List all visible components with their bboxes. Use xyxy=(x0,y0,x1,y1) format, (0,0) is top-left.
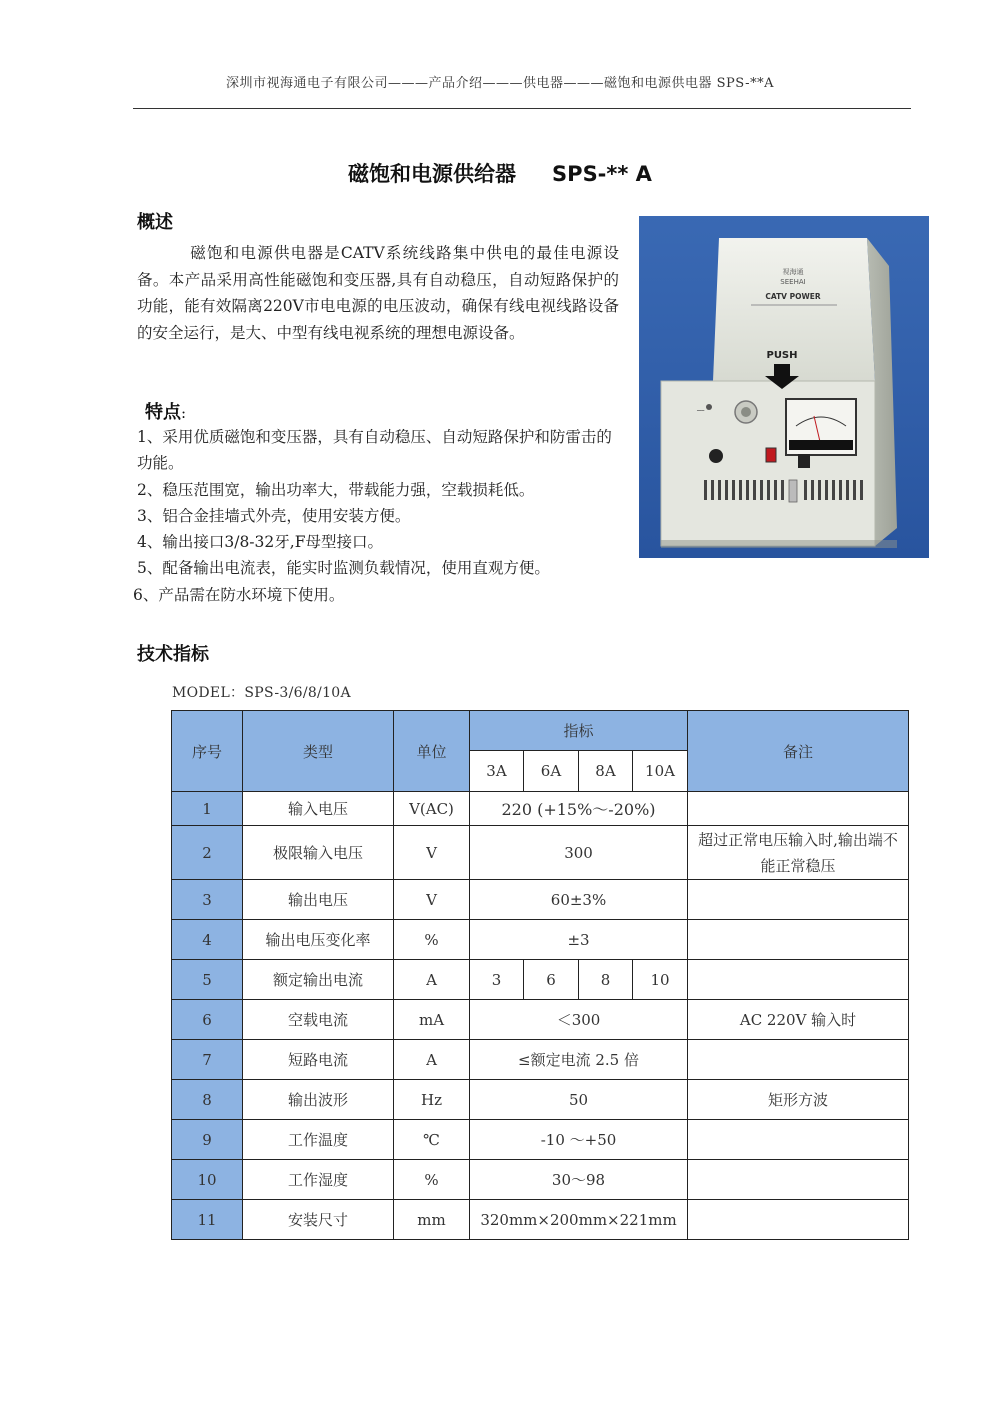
row-remark xyxy=(688,1040,909,1080)
row-unit: mA xyxy=(394,1000,470,1040)
feature-item: 6、产品需在防水环境下使用。 xyxy=(133,585,345,604)
row-unit: Hz xyxy=(394,1080,470,1120)
model-line: MODEL：SPS-3/6/8/10A xyxy=(172,685,351,701)
features-list xyxy=(133,424,622,608)
row-unit: mm xyxy=(394,1200,470,1240)
row-value-6a: 6 xyxy=(524,960,579,1000)
header-model-3a: 3A xyxy=(470,751,524,792)
row-no: 8 xyxy=(172,1080,243,1120)
page-header: 深圳市视海通电子有限公司———产品介绍———供电器———磁饱和电源供电器 SPS-**A xyxy=(226,76,774,91)
header-unit: 单位 xyxy=(394,711,470,792)
row-value: 30～98 xyxy=(470,1160,688,1200)
header-index: 指标 xyxy=(470,711,688,751)
header-no: 序号 xyxy=(172,711,243,792)
row-value: ±3 xyxy=(470,920,688,960)
row-type: 工作温度 xyxy=(243,1120,394,1160)
feature-item: 1、采用优质磁饱和变压器，具有自动稳压、自动短路保护和防雷击的功能。 xyxy=(137,428,612,473)
header-divider xyxy=(133,108,911,109)
row-value: ＜300 xyxy=(470,1000,688,1040)
row-type: 输入电压 xyxy=(243,792,394,826)
product-photo xyxy=(639,216,929,558)
feature-item: 5、配备输出电流表，能实时监测负载情况，使用直观方便。 xyxy=(137,559,550,578)
table-row xyxy=(172,960,909,1000)
row-no: 4 xyxy=(172,920,243,960)
row-value: 320mm×200mm×221mm xyxy=(470,1200,688,1240)
header-model-6a: 6A xyxy=(524,751,579,792)
row-no: 9 xyxy=(172,1120,243,1160)
row-type: 输出电压 xyxy=(243,880,394,920)
row-remark xyxy=(688,960,909,1000)
svg-text:━━━: ━━━ xyxy=(697,408,705,413)
table-row xyxy=(172,920,909,960)
feature-item: 2、稳压范围宽，输出功率大，带载能力强，空载损耗低。 xyxy=(137,480,535,499)
spec-heading: 技术指标 xyxy=(137,644,209,665)
header-remarks: 备注 xyxy=(688,711,909,792)
header-type: 类型 xyxy=(243,711,394,792)
row-remark xyxy=(688,880,909,920)
vent-slots xyxy=(704,480,863,500)
table-row xyxy=(172,880,909,920)
features-heading: 特点: xyxy=(145,402,187,423)
row-no: 3 xyxy=(172,880,243,920)
row-unit: V xyxy=(394,880,470,920)
row-unit: % xyxy=(394,920,470,960)
row-no: 11 xyxy=(172,1200,243,1240)
brand-cn: 视海通 xyxy=(782,268,804,276)
fuse-holder xyxy=(709,449,723,463)
row-value: 300 xyxy=(470,826,688,880)
table-row xyxy=(172,1200,909,1240)
row-type: 输出电压变化率 xyxy=(243,920,394,960)
row-value-8a: 8 xyxy=(579,960,633,1000)
row-remark xyxy=(688,1120,909,1160)
overview-paragraph xyxy=(137,240,619,346)
row-unit: % xyxy=(394,1160,470,1200)
row-no: 10 xyxy=(172,1160,243,1200)
power-switch xyxy=(766,448,776,462)
row-value: 220 (+15%～-20%) xyxy=(470,792,688,826)
row-remark xyxy=(688,920,909,960)
header-model-10a: 10A xyxy=(633,751,688,792)
table-row xyxy=(172,792,909,826)
feature-item: 3、铝合金挂墙式外壳，使用安装方便。 xyxy=(137,506,411,525)
product-model: SPS-** A xyxy=(552,162,652,186)
brand-en: SEEHAI xyxy=(780,278,806,286)
overview-text: 磁饱和电源供电器是CATV系统线路集中供电的最佳电源设备。本产品采用高性能磁饱和变压器,具有自动稳压，自动短路保护的功能，能有效隔离220V市电电源的电压波动，确保有线电视线路设备的安全运行，是大、中型有线电视系统的理想电源设备。 xyxy=(137,244,619,342)
row-no: 6 xyxy=(172,1000,243,1040)
push-label: PUSH xyxy=(766,350,798,361)
row-value-3a: 3 xyxy=(470,960,524,1000)
row-unit: A xyxy=(394,1040,470,1080)
row-type: 输出波形 xyxy=(243,1080,394,1120)
document-title xyxy=(0,158,1000,188)
row-remark xyxy=(688,792,909,826)
row-no: 7 xyxy=(172,1040,243,1080)
row-value-10a: 10 xyxy=(633,960,688,1000)
row-no: 1 xyxy=(172,792,243,826)
row-value: 60±3% xyxy=(470,880,688,920)
table-row xyxy=(172,1000,909,1040)
header-model-8a: 8A xyxy=(579,751,633,792)
row-unit: V xyxy=(394,826,470,880)
row-value: -10 ～+50 xyxy=(470,1120,688,1160)
row-type: 工作湿度 xyxy=(243,1160,394,1200)
row-remark: 超过正常电压输入时,输出端不能正常稳压 xyxy=(688,826,909,880)
table-row xyxy=(172,1160,909,1200)
row-remark xyxy=(688,1160,909,1200)
row-unit: A xyxy=(394,960,470,1000)
row-remark xyxy=(688,1200,909,1240)
row-unit: V(AC) xyxy=(394,792,470,826)
row-no: 2 xyxy=(172,826,243,880)
terminal-screw xyxy=(798,454,810,468)
spec-table xyxy=(171,710,909,1240)
row-no: 5 xyxy=(172,960,243,1000)
row-remark: 矩形方波 xyxy=(688,1080,909,1120)
indicator-led xyxy=(706,404,712,410)
table-row xyxy=(172,1120,909,1160)
row-type: 短路电流 xyxy=(243,1040,394,1080)
row-value: 50 xyxy=(470,1080,688,1120)
table-row xyxy=(172,826,909,880)
row-unit: ℃ xyxy=(394,1120,470,1160)
row-type: 极限输入电压 xyxy=(243,826,394,880)
product-label: CATV POWER xyxy=(765,292,821,301)
row-type: 空载电流 xyxy=(243,1000,394,1040)
row-remark: AC 220V 输入时 xyxy=(688,1000,909,1040)
row-type: 安装尺寸 xyxy=(243,1200,394,1240)
feature-item: 4、输出接口3/8-32牙,F母型接口。 xyxy=(137,533,383,552)
table-row xyxy=(172,1040,909,1080)
row-value: ≤额定电流 2.5 倍 xyxy=(470,1040,688,1080)
table-row xyxy=(172,1080,909,1120)
overview-heading: 概述 xyxy=(137,212,173,233)
product-name: 磁饱和电源供给器 xyxy=(348,162,517,186)
row-type: 额定输出电流 xyxy=(243,960,394,1000)
